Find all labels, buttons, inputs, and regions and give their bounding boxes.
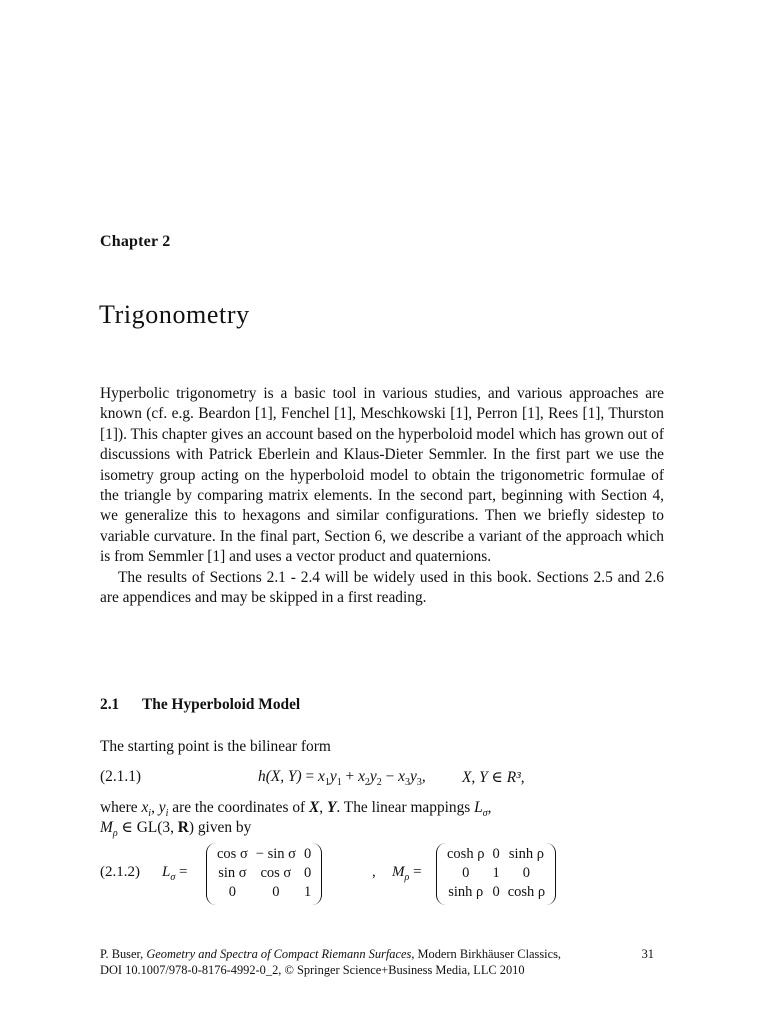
chapter-title: Trigonometry	[99, 300, 250, 329]
intro-paragraph-1: Hyperbolic trigonometry is a basic tool in various studies, and various approaches are known (cf. e.g. Beardon [1], Fenchel [1], Meschkowski [1], Perron [1], Rees [1], Thurston [1]). This chapter gives an account based on the hyperboloid model which has grown out of discussions with Patrick Eberlein and Klaus-Dieter Semmler. In the first part we use the isometry group acting on the hyperboloid model to obtain the trigonometric formulae of the triangle by comparing matrix elements. In the second part, beginning with Section 4, we generalize this to hexagons and similar configurations. Then we briefly sidestep to variable curvature. In the final part, Section 6, we describe a variant of the approach which is from Semmler [1] and uses a vector product and quaternions.	[100, 385, 664, 566]
matrix-l-cell: cos σ	[217, 846, 248, 862]
matrix-m-cell: 0	[492, 846, 500, 862]
matrix-l-row	[213, 883, 315, 902]
matrix-m-row	[443, 864, 549, 883]
intro-text	[100, 384, 664, 608]
matrix-l	[206, 843, 322, 905]
matrix-l-row	[213, 845, 315, 864]
section-lead: The starting point is the bilinear form	[100, 738, 331, 755]
equation-2-1-2	[100, 843, 664, 905]
equation-number: (2.1.1)	[100, 768, 142, 785]
footer-citation: P. Buser, Geometry and Spectra of Compact Riemann Surfaces, Modern Birkhäuser Classics,	[100, 947, 562, 961]
matrix-l-cell: − sin σ	[255, 846, 296, 862]
matrix-l-cell: 0	[303, 865, 312, 881]
matrix-l-cell: 1	[303, 884, 312, 900]
matrix-m-cell: 0	[462, 865, 470, 881]
matrix-l-cell: cos σ	[260, 865, 292, 881]
section-number: 2.1	[100, 696, 120, 713]
matrix-m-cell: sinh ρ	[448, 884, 484, 900]
matrix-separator: ,	[372, 864, 376, 880]
matrix-m-cell: sinh ρ	[508, 846, 544, 862]
matrix-l-row	[213, 864, 315, 883]
matrix-m-cell: 1	[492, 865, 500, 881]
chapter-label: Chapter 2	[100, 233, 171, 250]
matrix-l-cell: 0	[272, 884, 280, 900]
page-number: 31	[641, 947, 654, 961]
intro-paragraph-2: The results of Sections 2.1 - 2.4 will be widely used in this book. Sections 2.5 and 2.6 are appendices and may be skipped in a first reading.	[100, 568, 664, 607]
matrix-m-cell: cosh ρ	[507, 884, 546, 900]
equation-number-2: (2.1.2)	[100, 864, 140, 880]
matrix-m-cell: cosh ρ	[447, 846, 485, 862]
section-title: The Hyperboloid Model	[142, 696, 301, 713]
equation-body: h(X, $Y) = x_1y_1 + x_2y_2 - x_3y_3$,	[258, 768, 426, 789]
matrix-m-cell: 0	[522, 865, 531, 881]
matrix-m	[436, 843, 556, 905]
section-heading	[100, 696, 300, 714]
equation-lhs: h(X, Y)	[258, 768, 302, 785]
footer	[100, 946, 664, 978]
where-text: where $x_i$, $y_i$ are the coordinates of X, Y. The linear mappings $L_\sigma$, $M_\rho$ ∈ GL(3, R) given by	[100, 799, 492, 840]
matrix-m-row	[443, 845, 549, 864]
footer-doi: DOI 10.1007/978-0-8176-4992-0_2, © Springer Science+Business Media, LLC 2010	[100, 963, 525, 977]
matrix-l-cell: 0	[303, 846, 312, 862]
matrix-m-cell: 0	[492, 884, 500, 900]
matrix-m-label: $M_\rho$ =	[392, 864, 422, 883]
equation-domain: X, Y ∈ R³,	[462, 769, 525, 786]
matrix-l-label: $L_\sigma$ =	[162, 864, 188, 883]
matrix-m-row	[443, 883, 549, 902]
matrix-l-cell: sin σ	[218, 865, 247, 881]
matrix-l-cell: 0	[228, 884, 237, 900]
